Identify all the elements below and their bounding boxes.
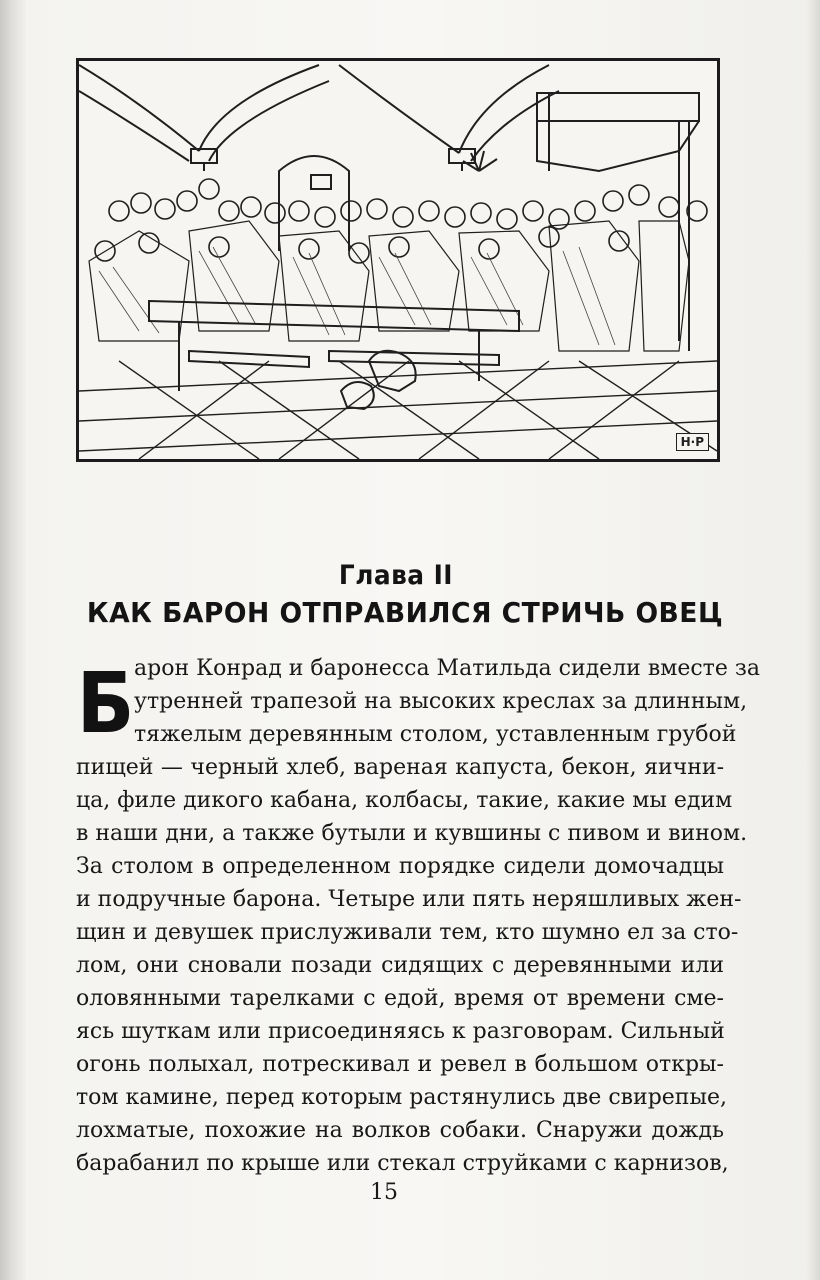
drop-cap-letter: Б [76, 654, 135, 752]
chapter-title: КАК БАРОН ОТПРАВИЛСЯ СТРИЧЬ ОВЕЦ [86, 596, 724, 629]
body-line: ца, филе дикого кабана, колбасы, такие, какие мы едим [76, 788, 733, 813]
body-line: утренней трапезой на высоких креслах за длинным, [134, 689, 748, 714]
body-line: оловянными тарелками с едой, время от времени сме- [76, 986, 724, 1011]
body-line: лом, они сновали позади сидящих с деревянными или [76, 953, 724, 978]
body-line: и подручные барона. Четыре или пять неряшливых жен- [76, 887, 742, 912]
woodcut-drawing [79, 61, 717, 459]
artist-monogram: H·P [676, 433, 709, 451]
chapter-number: Глава II [338, 560, 453, 591]
book-spine-shadow [0, 0, 26, 1280]
body-line: За столом в определенном порядке сидели домочадцы [76, 854, 724, 879]
body-line: арон Конрад и баронесса Матильда сидели вместе за [134, 656, 760, 681]
body-line: щин и девушек прислуживали тем, кто шумно ел за сто- [76, 920, 739, 945]
body-line: ясь шуткам или присоединяясь к разговорам. Сильный [76, 1019, 725, 1044]
feast-hall-woodcut-illustration [76, 58, 720, 462]
page-number: 15 [370, 1180, 398, 1205]
body-line: барабанил по крыше или стекал струйками с карнизов, [76, 1151, 729, 1176]
body-line: лохматые, похожие на волков собаки. Снаружи дождь [76, 1118, 724, 1143]
body-line: в наши дни, а также бутыли и кувшины с пивом и вином. [76, 821, 748, 846]
body-line: пищей — черный хлеб, вареная капуста, бекон, яични- [76, 755, 724, 780]
body-line: том камине, перед которым растянулись две свирепые, [76, 1085, 727, 1110]
body-line: тяжелым деревянным столом, уставленным грубой [134, 722, 737, 747]
body-line: огонь полыхал, потрескивал и ревел в большом откры- [76, 1052, 724, 1077]
page-edge [806, 0, 820, 1280]
